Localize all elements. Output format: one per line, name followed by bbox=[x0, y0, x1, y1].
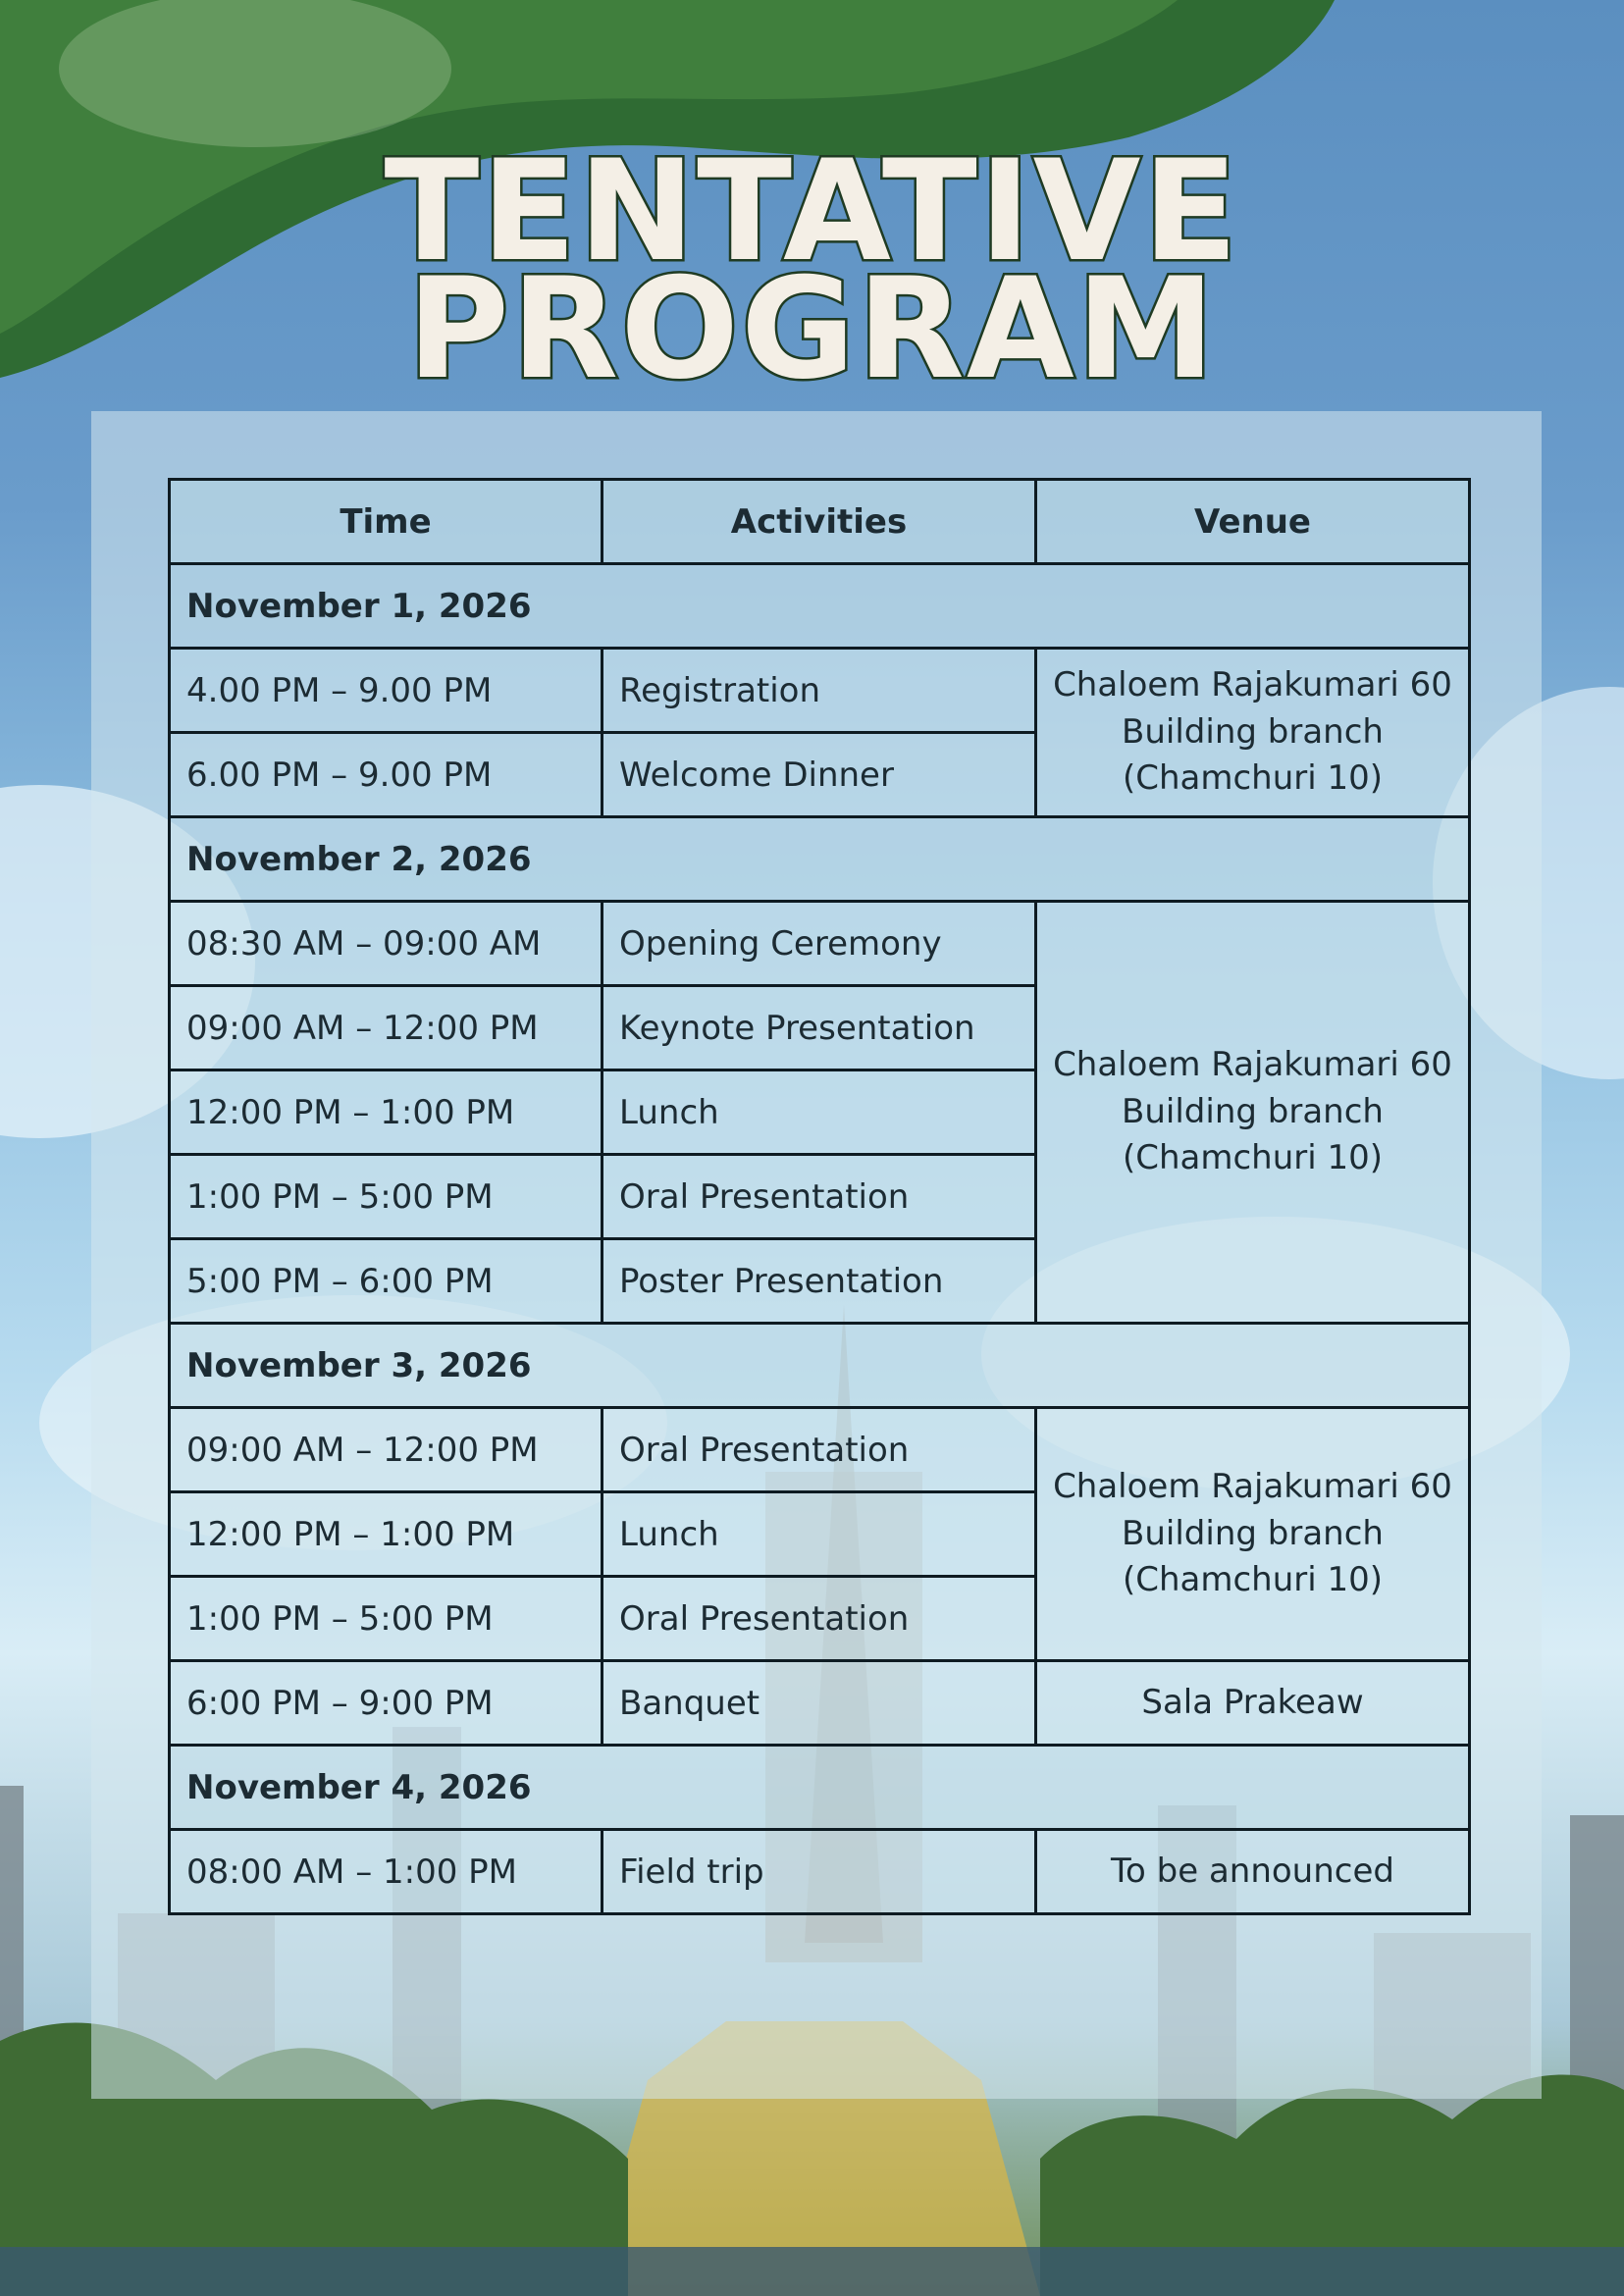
time-cell: 6:00 PM – 9:00 PM bbox=[170, 1661, 602, 1746]
activity-cell: Welcome Dinner bbox=[602, 733, 1036, 817]
activity-cell: Oral Presentation bbox=[602, 1408, 1036, 1492]
activity-cell: Lunch bbox=[602, 1492, 1036, 1577]
activity-cell: Keynote Presentation bbox=[602, 986, 1036, 1070]
activity-cell: Lunch bbox=[602, 1070, 1036, 1155]
time-cell: 1:00 PM – 5:00 PM bbox=[170, 1577, 602, 1661]
time-cell: 1:00 PM – 5:00 PM bbox=[170, 1155, 602, 1239]
activity-cell: Field trip bbox=[602, 1830, 1036, 1914]
venue-cell bbox=[1036, 649, 1470, 817]
venue-line: Building branch bbox=[1122, 711, 1384, 752]
date-label: November 4, 2026 bbox=[170, 1746, 1470, 1830]
activity-cell: Poster Presentation bbox=[602, 1239, 1036, 1324]
time-cell: 08:00 AM – 1:00 PM bbox=[170, 1830, 602, 1914]
activity-cell: Oral Presentation bbox=[602, 1577, 1036, 1661]
time-cell: 5:00 PM – 6:00 PM bbox=[170, 1239, 602, 1324]
header-activities: Activities bbox=[602, 480, 1036, 564]
activity-cell: Opening Ceremony bbox=[602, 902, 1036, 986]
table-row bbox=[170, 902, 1470, 986]
date-row bbox=[170, 1324, 1470, 1408]
venue-line: Chaloem Rajakumari 60 bbox=[1053, 665, 1452, 705]
venue-cell: To be announced bbox=[1036, 1830, 1470, 1914]
time-cell: 09:00 AM – 12:00 PM bbox=[170, 1408, 602, 1492]
date-label: November 2, 2026 bbox=[170, 817, 1470, 902]
date-row bbox=[170, 817, 1470, 902]
venue-cell: Sala Prakeaw bbox=[1036, 1661, 1470, 1746]
time-cell: 12:00 PM – 1:00 PM bbox=[170, 1070, 602, 1155]
activity-cell: Banquet bbox=[602, 1661, 1036, 1746]
venue-cell bbox=[1036, 1408, 1470, 1661]
venue-cell bbox=[1036, 902, 1470, 1324]
header-venue: Venue bbox=[1036, 480, 1470, 564]
table-row bbox=[170, 1661, 1470, 1746]
page-title-line1: TENTATIVE bbox=[384, 130, 1240, 292]
venue-line: (Chamchuri 10) bbox=[1122, 1560, 1384, 1600]
venue-line: Building branch bbox=[1122, 1513, 1384, 1553]
venue-line: Chaloem Rajakumari 60 bbox=[1053, 1467, 1452, 1507]
page-title-line2: PROGRAM bbox=[406, 248, 1218, 410]
table-header-row bbox=[170, 480, 1470, 564]
date-row bbox=[170, 1746, 1470, 1830]
venue-line: Chaloem Rajakumari 60 bbox=[1053, 1045, 1452, 1085]
header-time: Time bbox=[170, 480, 602, 564]
venue-line: (Chamchuri 10) bbox=[1122, 758, 1384, 799]
activity-cell: Oral Presentation bbox=[602, 1155, 1036, 1239]
time-cell: 4.00 PM – 9.00 PM bbox=[170, 649, 602, 733]
program-table bbox=[168, 478, 1471, 1915]
time-cell: 6.00 PM – 9.00 PM bbox=[170, 733, 602, 817]
time-cell: 12:00 PM – 1:00 PM bbox=[170, 1492, 602, 1577]
time-cell: 08:30 AM – 09:00 AM bbox=[170, 902, 602, 986]
venue-line: Building branch bbox=[1122, 1091, 1384, 1131]
date-label: November 1, 2026 bbox=[170, 564, 1470, 649]
date-label: November 3, 2026 bbox=[170, 1324, 1470, 1408]
activity-cell: Registration bbox=[602, 649, 1036, 733]
table-row bbox=[170, 649, 1470, 733]
table-row bbox=[170, 1408, 1470, 1492]
date-row bbox=[170, 564, 1470, 649]
venue-line: (Chamchuri 10) bbox=[1122, 1138, 1384, 1178]
time-cell: 09:00 AM – 12:00 PM bbox=[170, 986, 602, 1070]
table-row bbox=[170, 1830, 1470, 1914]
